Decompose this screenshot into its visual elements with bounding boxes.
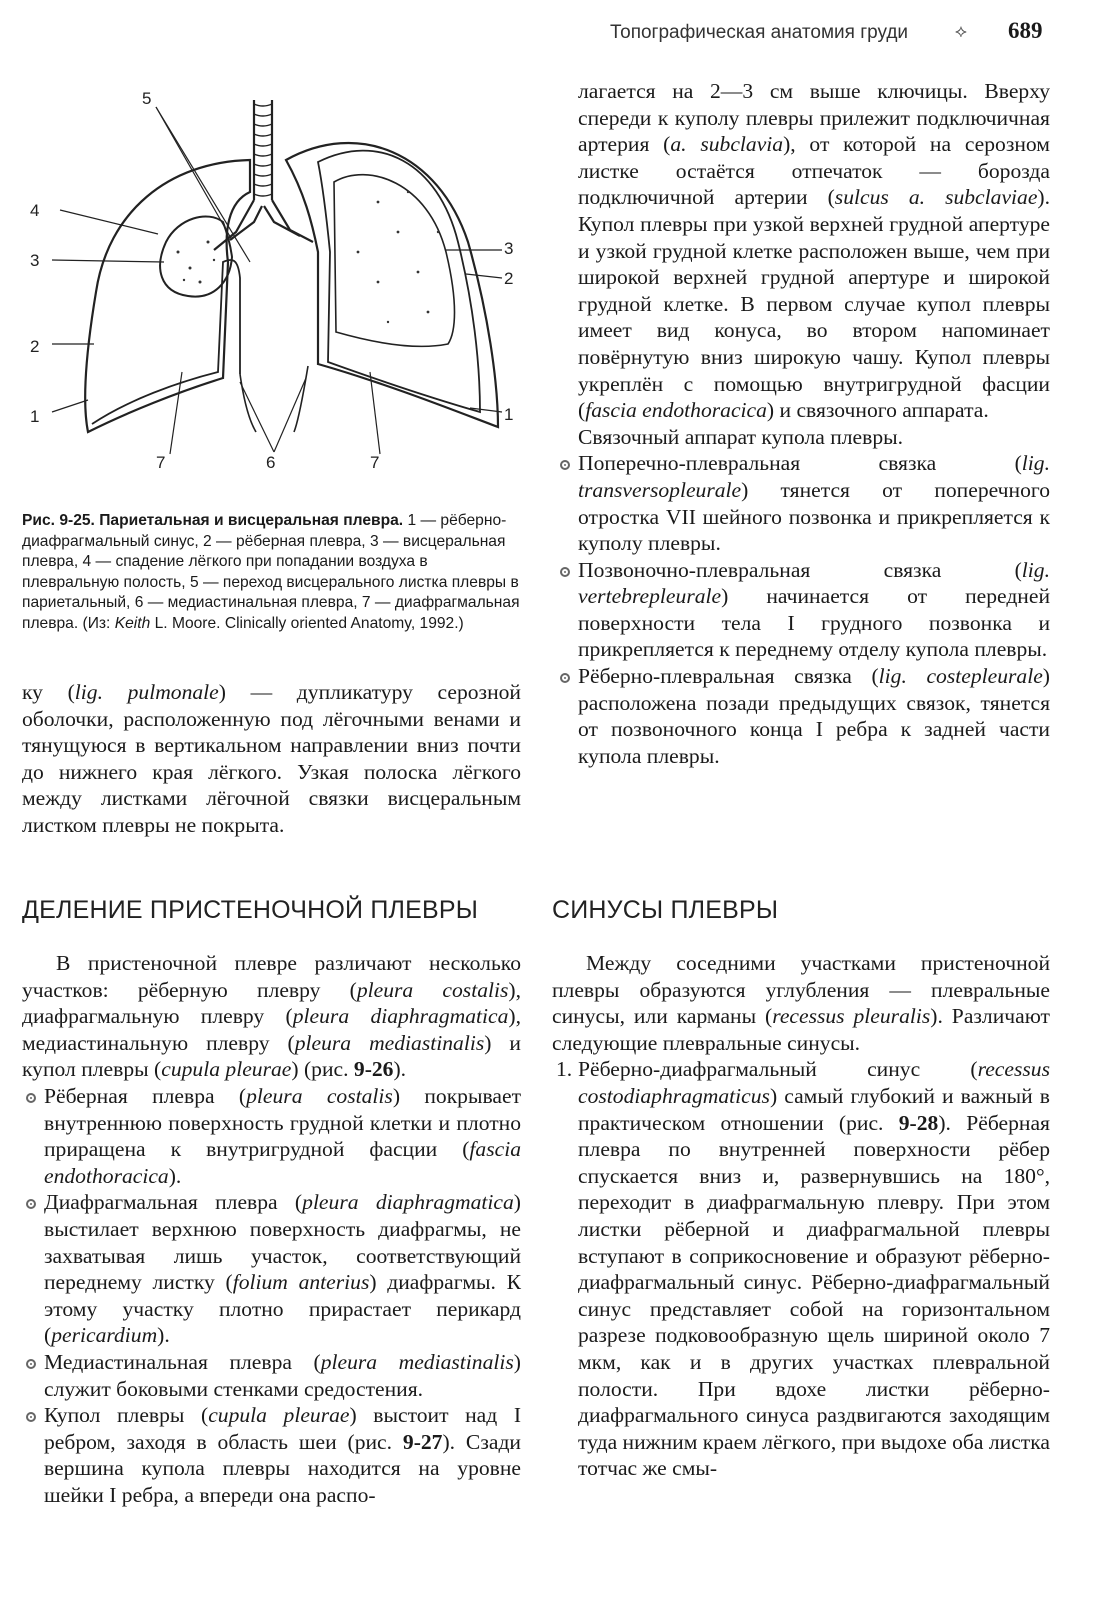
- list-item: [578, 663, 1050, 769]
- text-run: ) и купол плевры (: [22, 1030, 521, 1082]
- list-item: [44, 1189, 521, 1349]
- label-1-left: 1: [30, 407, 40, 426]
- text-run: Диафрагмальная плевра (: [44, 1190, 303, 1215]
- text-run: ) выстилает верхнюю поверхность диафрагмы, не захватывая лишь участок, соответствующий переднему листку (: [44, 1190, 521, 1295]
- collapsed-left-lung: [160, 216, 232, 296]
- text-run: ), от которой на серозном листке остаётся отпечаток — борозда подключичной артерии (: [578, 132, 1050, 210]
- bullet-icon: [26, 1199, 36, 1209]
- list-item: [578, 450, 1050, 556]
- sinuses-intro: [552, 950, 1050, 1056]
- trachea-rings: [254, 104, 272, 196]
- latin-term: recessus costodiaphragmaticus: [578, 1057, 1050, 1108]
- list-item: [578, 557, 1050, 663]
- latin-term: lig. pulmonale: [74, 680, 219, 704]
- leader-3-left: [52, 260, 164, 262]
- label-2-left: 2: [30, 337, 40, 356]
- caption-title: Рис. 9-25. Париетальная и висцеральная плевра.: [22, 512, 404, 529]
- running-title: Топографическая анатомия груди: [610, 22, 909, 43]
- item-text: [578, 1056, 1050, 1482]
- bullet-icon: [560, 567, 570, 577]
- text-run: Между соседними участками пристеночной плевры образуются углубления — плевральные синусы, или карманы (: [552, 951, 1050, 1029]
- leader-6b: [274, 378, 306, 452]
- leader-1-left: [52, 400, 88, 412]
- latin-term: pleura costalis: [356, 977, 509, 1002]
- left-body: [22, 950, 521, 1508]
- figure-reference: 9-27: [402, 1429, 443, 1454]
- text-run: ), медиастинальную плевру (: [22, 1004, 522, 1055]
- label-3-right: 3: [504, 239, 514, 258]
- bullet-icon: [560, 460, 570, 470]
- label-7-right: 7: [370, 453, 380, 472]
- right-lung-inner: [334, 175, 455, 347]
- cupula-paragraph: [578, 78, 1050, 424]
- latin-term: pleura diaphragmatica: [302, 1190, 514, 1215]
- section-heading-pleural-sinuses: СИНУСЫ ПЛЕВРЫ: [552, 896, 779, 924]
- bullet-icon: [560, 673, 570, 683]
- text-run: Позвоночно-плевральная связка (: [578, 557, 1022, 582]
- latin-term: pleura costalis: [246, 1083, 393, 1108]
- caption-end: L. Moore. Clinically oriented Anatomy, 1992.): [150, 614, 464, 632]
- text-run: Купол плевры (: [44, 1403, 209, 1428]
- text-run: ) самый глубокий и важный в практическом отношении (рис.: [578, 1083, 1050, 1135]
- text-run: Рёберно-диафрагмальный синус (: [578, 1057, 978, 1082]
- caption-text: 1 — рёберно-диафрагмальный синус, 2 — рёберная плевра, 3 — висцеральная плевра, 4 — спадение лёгкого при попадании воздуха в плевральную полость, 5 — переход висцерального листка плевры в париетальный, 6 — медиастинальная плевра, 7 — диафрагмальная плевра. (Из:: [22, 512, 520, 632]
- text-run: ) начинается от передней поверхности тела I грудного позвонка и прикрепляется к переднему отделу купола плевры.: [578, 584, 1050, 662]
- right-top-text: [578, 78, 1050, 769]
- figure-reference: 9-26: [353, 1057, 394, 1082]
- left-top-paragraph: [22, 679, 521, 839]
- leader-2-right: [466, 274, 502, 278]
- left-parietal-pleura: [85, 160, 250, 432]
- lower-mediastinum: [240, 366, 308, 432]
- list-item: [44, 1349, 521, 1402]
- pleura-figure: [18, 82, 538, 480]
- latin-term: recessus pleuralis: [772, 1004, 931, 1029]
- text-run: ). Рёберная плевра по внутренней поверхности рёбер спускается вниз и, развернувшись на 180°, переходит в диафрагмальную плевру. При этом листки рёберной и диафрагмальной плевры вступают в соприкосновение и образуют рёберно-диафрагмальный синус. Рёберно-диафрагмальный синус представляет собой на горизонтальном разрезе подковообразную щель шириной около 7 мкм, как и в других участках плевральной полости. При вдохе листки рёберно-диафрагмального синуса раздвигаются заходящим туда нижним краем лёгкого, при выдохе оба листка тотчас же смы-: [578, 1110, 1050, 1481]
- text-run: ) выстоит над I ребром, заходя в область шеи (рис.: [44, 1403, 522, 1454]
- latin-term: cupula pleurae: [208, 1403, 350, 1428]
- latin-term: fascia endothoracica: [585, 398, 767, 423]
- latin-term: fascia endothoracica: [44, 1137, 521, 1188]
- text-run: ) покрывает внутреннюю поверхность грудной клетки и плотно приращена к внутригрудной фасции (: [44, 1083, 522, 1162]
- latin-term: lig. costepleurale: [878, 664, 1043, 689]
- numbered-item-1: [556, 1056, 1050, 1482]
- running-header: [560, 18, 1070, 52]
- pleura-diagram: [18, 82, 538, 480]
- text-run: ).: [168, 1163, 182, 1188]
- section-heading-parietal-pleura: ДЕЛЕНИЕ ПРИСТЕНОЧНОЙ ПЛЕВРЫ: [22, 896, 479, 924]
- bullet-icon: [26, 1093, 36, 1103]
- leader-6a: [240, 382, 274, 452]
- text-run: ) расположена позади предыдущих связок, тянется от позвоночного конца I ребра к задней части купола плевры.: [578, 664, 1050, 768]
- bullet-icon: [26, 1359, 36, 1369]
- label-3-left: 3: [30, 251, 40, 270]
- latin-term: pleura diaphragmatica: [292, 1004, 509, 1029]
- latin-term: pleura mediastinalis: [320, 1349, 514, 1374]
- latin-term: folium anterius: [232, 1270, 370, 1295]
- latin-term: pleura mediastinalis: [294, 1030, 485, 1055]
- text-run: Медиастинальная плевра (: [44, 1349, 321, 1374]
- text-run: лагается на 2—3 см выше ключицы. Вверху спереди к куполу плевры прилежит подключичная артерия (: [578, 79, 1050, 157]
- text-run: ) диафрагмы. К этому участку плотно прирастает перикард (: [44, 1270, 521, 1348]
- right-lung-visceral-pleura: [318, 151, 480, 412]
- bullet-icon: [26, 1412, 36, 1422]
- text-run: ) — дупликатуру серозной оболочки, расположенную под лёгочными венами и тянущуюся в вертикальном направлении вниз почти до нижнего края лёгкого. Узкая полоска лёгкого между листками лёгочной связки висцеральным листком плевры не покрыта.: [22, 680, 521, 837]
- text-run: Рёберно-плевральная связка (: [578, 664, 879, 689]
- item-number: 1.: [556, 1057, 573, 1082]
- text-run: ) тянется от поперечного отростка VII шейного позвонка и прикрепляется к куполу плевры.: [578, 477, 1050, 556]
- figure-caption: [22, 511, 527, 635]
- list-item: [44, 1083, 521, 1189]
- text-run: ).: [393, 1057, 407, 1082]
- label-7-left: 7: [156, 453, 166, 472]
- latin-term: pericardium: [51, 1323, 158, 1348]
- list-item: [44, 1402, 521, 1508]
- text-run: ). Различают следующие плевральные синусы.: [552, 1004, 1050, 1055]
- diamond-ornament-icon: ⟡: [955, 21, 967, 41]
- intro-paragraph: [22, 950, 521, 1083]
- text-run: Поперечно-плевральная связка (: [578, 451, 1022, 476]
- text-run: ку (: [22, 680, 75, 704]
- text-run: ). Сзади вершина купола плевры находится на уровне шейки I ребра, а впереди она распо-: [44, 1429, 521, 1507]
- ligaments-list: [578, 450, 1050, 769]
- text-run: ), диафрагмальную плевру (: [22, 977, 522, 1029]
- page-number: 689: [1008, 18, 1043, 43]
- latin-term: sulcus a. subclaviae: [834, 185, 1038, 210]
- text-run: ) служит боковыми стенками средостения.: [44, 1349, 521, 1401]
- text-run: ). Купол плевры при узкой верхней грудной апертуре и узкой грудной клетке расположен выше, чем при широкой верхней грудной апертуре и широкой грудной клетке. В первом случае купол плевры имеет вид конуса, во втором напоминает повёрнутую вниз широкую чашу. Купол плевры укреплён с помощью внутригрудной фасции (: [578, 185, 1050, 423]
- text-run: ) (рис.: [291, 1057, 354, 1082]
- text-run: Рёберная плевра (: [44, 1083, 247, 1108]
- pleura-parts-list: [44, 1083, 521, 1509]
- figure-reference: 9-28: [898, 1110, 939, 1135]
- right-body: [552, 950, 1050, 1482]
- latin-term: lig. vertebrepleurale: [578, 557, 1050, 609]
- label-4: 4: [30, 201, 40, 220]
- leader-4: [60, 210, 158, 234]
- leader-5b: [156, 107, 250, 262]
- text-run: ).: [157, 1323, 170, 1348]
- text-run: В пристеночной плевре различают несколько участков: рёберную плевру (: [22, 951, 521, 1002]
- ligaments-intro: Связочный аппарат купола плевры.: [578, 424, 904, 449]
- label-2-right: 2: [504, 269, 514, 288]
- latin-term: a. subclavia: [670, 132, 784, 157]
- label-1-right: 1: [504, 405, 514, 424]
- text-run: ) и связочного аппарата.: [766, 398, 989, 423]
- caption-author: Keith: [114, 614, 151, 632]
- label-5: 5: [142, 89, 152, 108]
- latin-term: cupula pleurae: [161, 1057, 292, 1082]
- latin-term: lig. transversopleurale: [578, 451, 1050, 502]
- label-6: 6: [266, 453, 276, 472]
